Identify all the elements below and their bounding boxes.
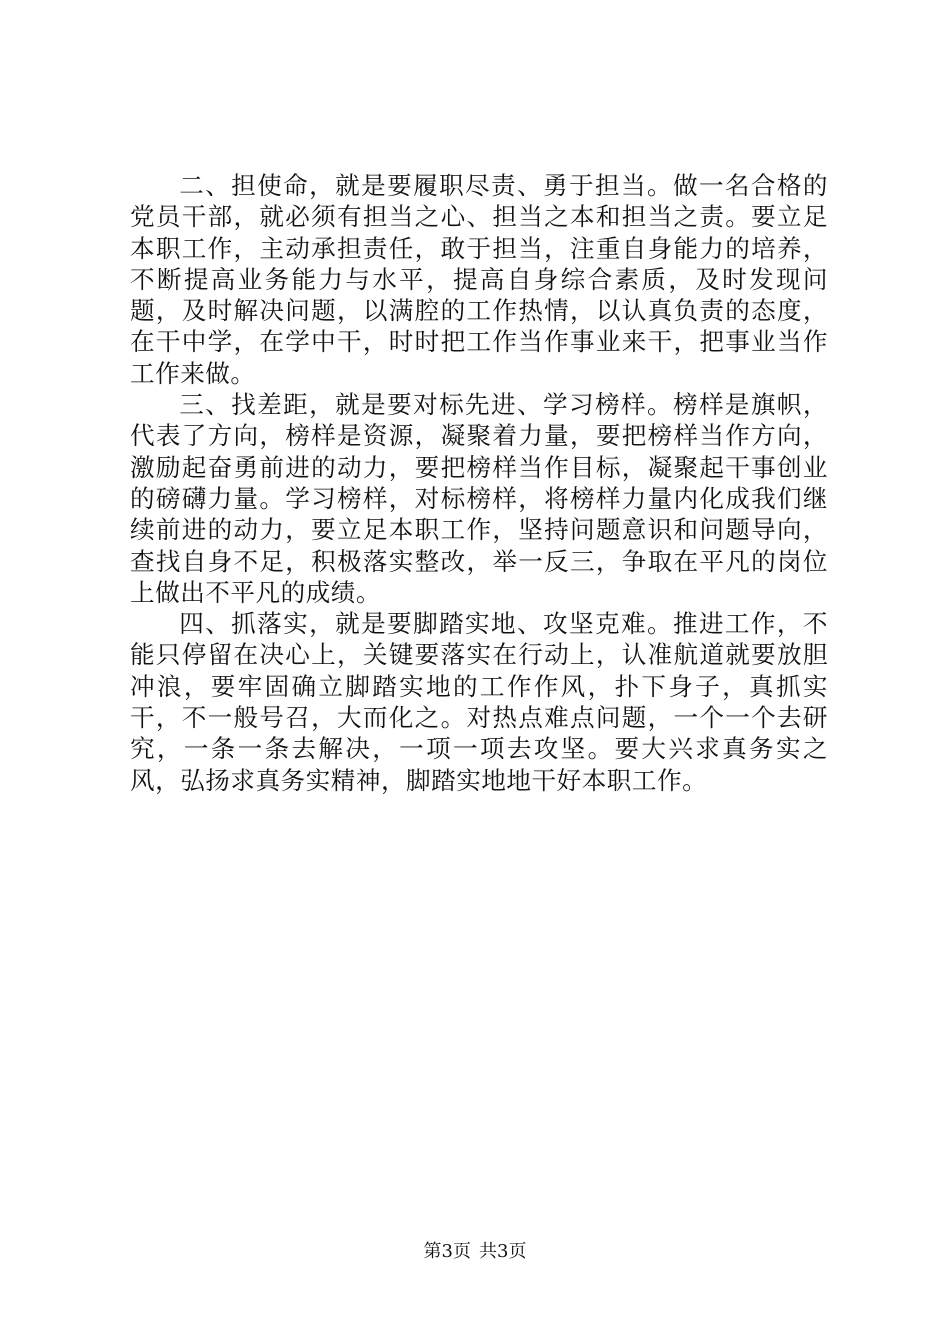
document-body: [130, 170, 828, 796]
page-number: 第3页: [423, 1241, 471, 1262]
page-total: 共3页: [479, 1241, 527, 1262]
paragraph-implementation: 四、抓落实，就是要脚踏实地、攻坚克难。推进工作，不能只停留在决心上，关键要落实在行动上，认准航道就要放胆冲浪，要牢固确立脚踏实地的工作作风，扑下身子，真抓实干，不一般号召，大而化之。对热点难点问题，一个一个去研究，一条一条去解决，一项一项去攻坚。要大兴求真务实之风，弘扬求真务实精神，脚踏实地地干好本职工作。: [130, 609, 828, 795]
paragraph-duty: 二、担使命，就是要履职尽责、勇于担当。做一名合格的党员干部，就必须有担当之心、担当之本和担当之责。要立足本职工作，主动承担责任，敢于担当，注重自身能力的培养，不断提高业务能力与水平，提高自身综合素质，及时发现问题，及时解决问题，以满腔的工作热情，以认真负责的态度，在干中学，在学中干，时时把工作当作事业来干，把事业当作工作来做。: [130, 171, 828, 388]
page-footer: [0, 1240, 950, 1264]
paragraph-role-models: 三、找差距，就是要对标先进、学习榜样。榜样是旗帜，代表了方向，榜样是资源，凝聚着力量，要把榜样当作方向，激励起奋勇前进的动力，要把榜样当作目标，凝聚起干事创业的磅礴力量。学习榜样，对标榜样，将榜样力量内化成我们继续前进的动力，要立足本职工作，坚持问题意识和问题导向，查找自身不足，积极落实整改，举一反三，争取在平凡的岗位上做出不平凡的成绩。: [130, 390, 828, 607]
